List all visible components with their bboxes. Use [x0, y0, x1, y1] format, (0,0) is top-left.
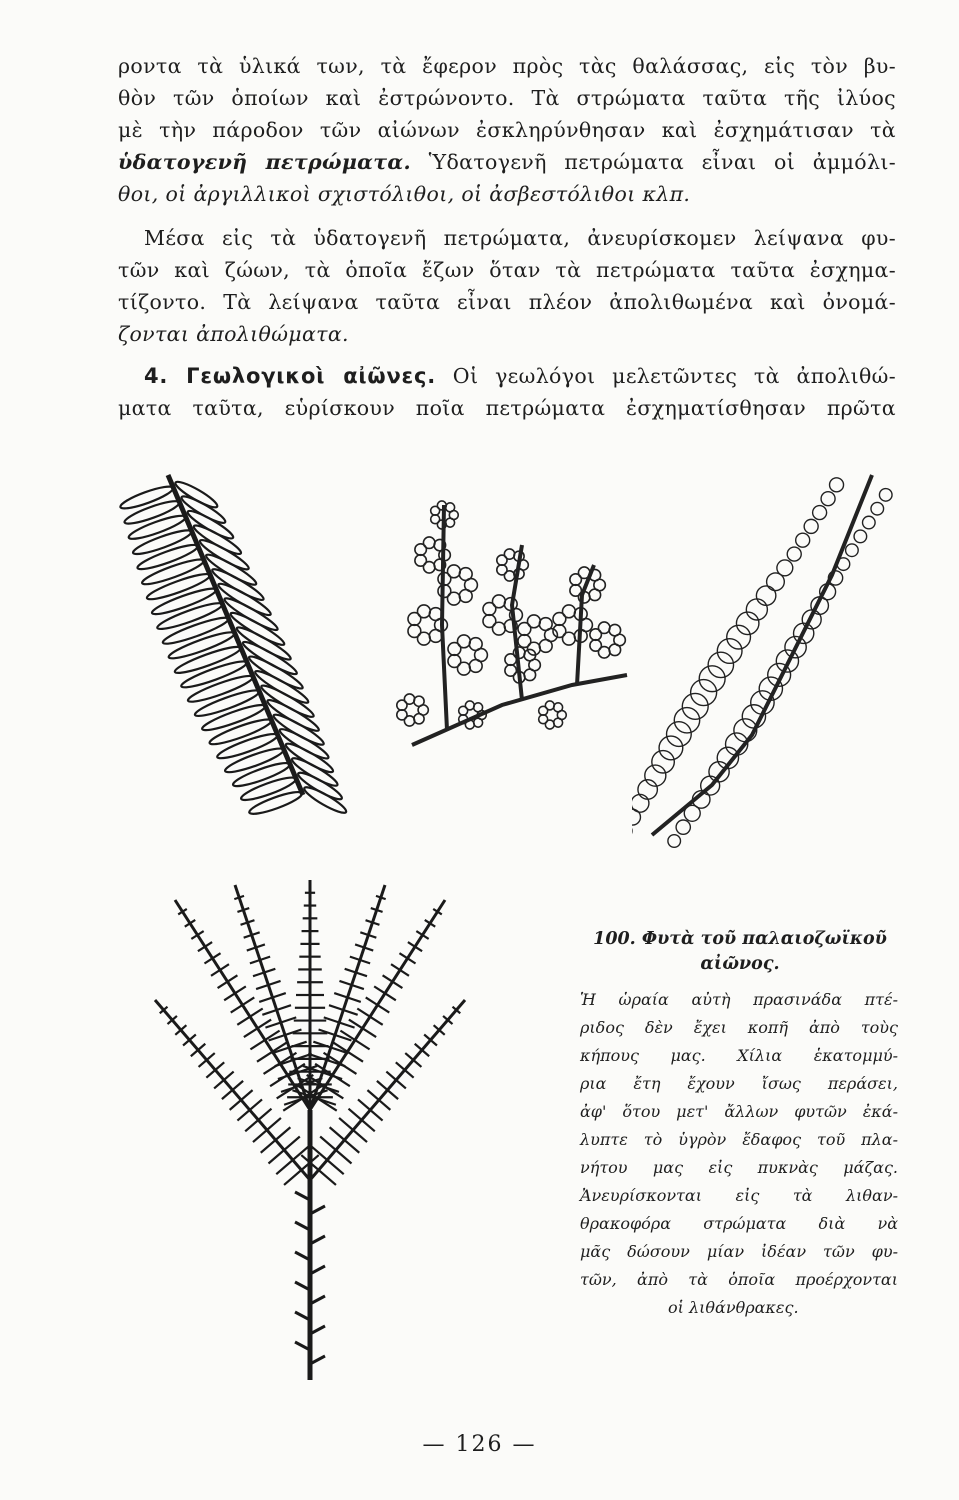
text-line: [144, 362, 896, 390]
caption-line: τῶν, ἀπὸ τὰ ὁποῖα προέρχονται: [580, 1270, 898, 1289]
caption-line: Ἀνευρίσκονται εἰς τὰ λιθαν-: [580, 1186, 898, 1205]
text-line: θὸν τῶν ὁποίων καὶ ἐστρώνοντο. Τὰ στρώματα ταῦτα τῆς ἰλύος: [118, 86, 896, 110]
text-span: Ὑδατογενῆ πετρώματα εἶναι οἱ ἀμμόλι-: [411, 150, 896, 174]
caption-line: οἱ λιθάνθρακες.: [668, 1298, 799, 1317]
caption-line: νήτου μας εἰς πυκνὰς μάζας.: [580, 1158, 898, 1177]
caption-line: Ἡ ὡραία αὐτὴ πρασινάδα πτέ-: [580, 990, 898, 1009]
text-span: Οἱ γεωλόγοι μελετῶντες τὰ ἀπολιθώ-: [436, 364, 896, 388]
bold-term: ὑδατογενῆ πετρώματα.: [118, 150, 412, 174]
fossil-fern-roundleaf-illustration: [632, 455, 907, 850]
caption-line: κήπους μας. Χίλια ἑκατομμύ-: [580, 1046, 898, 1065]
section-heading: 4. Γεωλογικοὶ αἰῶνες.: [144, 364, 437, 388]
text-line: τίζοντο. Τὰ λείψανα ταῦτα εἶναι πλέον ἀπολιθωμένα καὶ ὀνομά-: [118, 290, 896, 314]
fossil-fern-pinnate-illustration: [118, 455, 348, 815]
figure-caption-title: 100. Φυτὰ τοῦ παλαιοζωϊκοῦ: [593, 929, 887, 949]
caption-line: θρακοφόρα στρώματα διὰ νὰ: [580, 1214, 898, 1233]
figure-caption-title: αἰῶνος.: [700, 954, 780, 974]
fossil-fern-branching-illustration: [372, 475, 642, 765]
caption-line: ἀφ' ὅτου μετ' ἄλλων φυτῶν ἐκά-: [580, 1102, 898, 1121]
caption-line: ριδος δὲν ἔχει κοπῆ ἀπὸ τοὺς: [580, 1018, 898, 1037]
text-line: [118, 148, 896, 176]
text-line: μὲ τὴν πάροδον τῶν αἰώνων ἐσκληρύνθησαν καὶ ἐσχημάτισαν τὰ: [118, 118, 896, 142]
caption-line: λυπτε τὸ ὑγρὸν ἔδαφος τοῦ πλα-: [580, 1130, 898, 1149]
caption-line: ρια ἔτη ἔχουν ἴσως περάσει,: [580, 1074, 898, 1093]
caption-line: μᾶς δώσουν μίαν ἰδέαν τῶν φυ-: [580, 1242, 898, 1261]
fern-frond-large-illustration: [135, 880, 485, 1405]
text-line: τῶν καὶ ζώων, τὰ ὁποῖα ἔζων ὅταν τὰ πετρώματα ταῦτα ἐσχημα-: [118, 258, 896, 282]
text-line: θοι, οἱ ἀργιλλικοὶ σχιστόλιθοι, οἱ ἀσβεστόλιθοι κλπ.: [118, 182, 691, 206]
text-line: ροντα τὰ ὑλικά των, τὰ ἔφερον πρὸς τὰς θαλάσσας, εἰς τὸν βυ-: [118, 54, 896, 78]
text-line: ζονται ἀπολιθώματα.: [118, 322, 349, 346]
text-line: ματα ταῦτα, εὑρίσκουν ποῖα πετρώματα ἐσχηματίσθησαν πρῶτα: [118, 396, 896, 420]
text-line: Μέσα εἰς τὰ ὑδατογενῆ πετρώματα, ἀνευρίσκομεν λείψανα φυ-: [144, 226, 896, 250]
page-number: — 126 —: [422, 1432, 537, 1457]
